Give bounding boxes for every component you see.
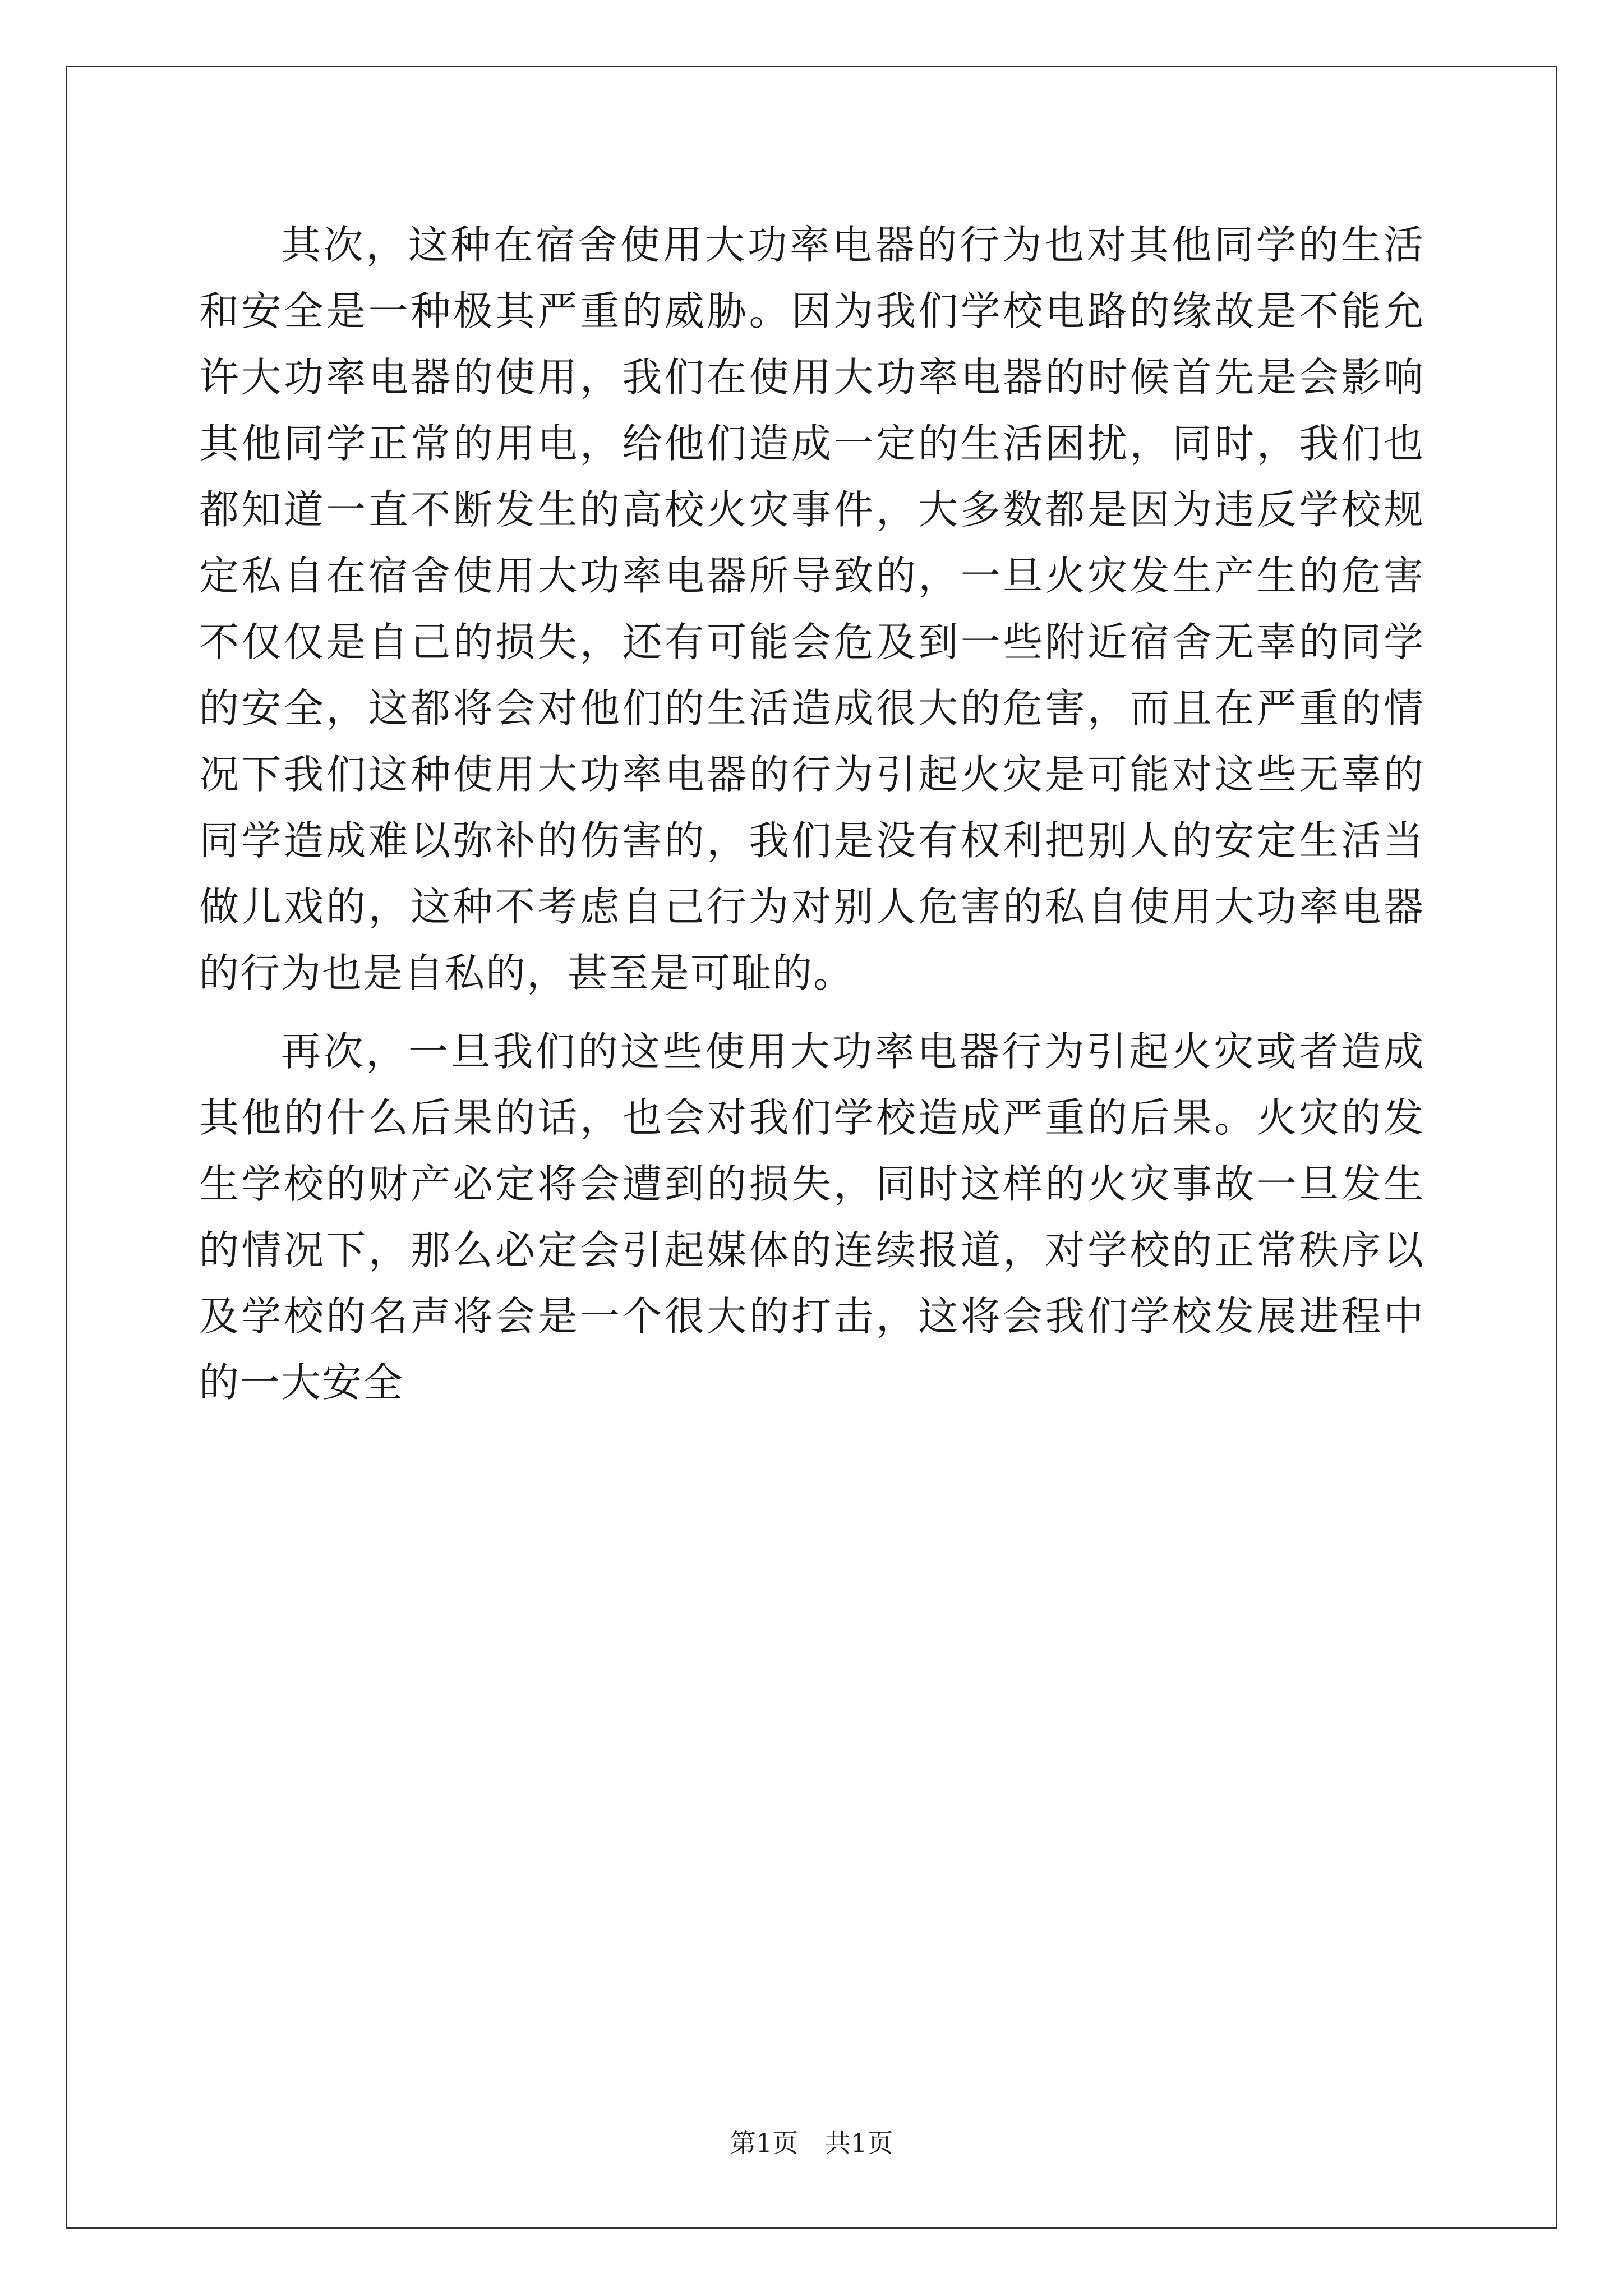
document-body [199,212,1424,1428]
page-number: 第1页 [730,2128,798,2158]
paragraph: 其次，这种在宿舍使用大功率电器的行为也对其他同学的生活和安全是一种极其严重的威胁。因为我们学校电路的缘故是不能允许大功率电器的使用，我们在使用大功率电器的时候首先是会影响其他同学正常的用电，给他们造成一定的生活困扰，同时，我们也都知道一直不断发生的高校火灾事件，大多数都是因为违反学校规定私自在宿舍使用大功率电器所导致的，一旦火灾发生产生的危害不仅仅是自己的损失，还有可能会危及到一些附近宿舍无辜的同学的安全，这都将会对他们的生活造成很大的危害，而且在严重的情况下我们这种使用大功率电器的行为引起火灾是可能对这些无辜的同学造成难以弥补的伤害的，我们是没有权利把别人的安定生活当做儿戏的，这种不考虑自己行为对别人危害的私自使用大功率电器的行为也是自私的，甚至是可耻的。 [199,222,1424,996]
paragraph: 再次，一旦我们的这些使用大功率电器行为引起火灾或者造成其他的什么后果的话，也会对我们学校造成严重的后果。火灾的发生学校的财产必定将会遭到的损失，同时这样的火灾事故一旦发生的情况下，那么必定会引起媒体的连续报道，对学校的正常秩序以及学校的名声将会是一个很大的打击，这将会我们学校发展进程中的一大安全 [199,1028,1424,1406]
page-total: 共1页 [825,2128,893,2158]
page-footer [0,2126,1623,2160]
